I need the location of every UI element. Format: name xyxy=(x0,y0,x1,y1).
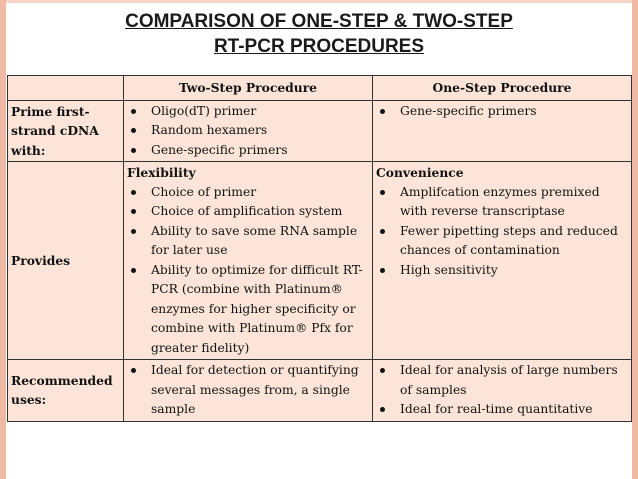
comparison-table xyxy=(7,75,632,422)
header-corner xyxy=(8,76,124,101)
list-item: Gene-specific primers xyxy=(127,141,369,161)
table-row-provides xyxy=(8,162,632,360)
cell-two-step-uses xyxy=(124,360,373,422)
list-item: Gene-specific primers xyxy=(376,102,628,122)
list-item: Ideal for real-time quantitative xyxy=(376,400,628,420)
cell-one-step-uses xyxy=(373,360,632,422)
cell-one-step-provides xyxy=(373,162,632,360)
list-item: Oligo(dT) primer xyxy=(127,102,369,122)
list-item: Ideal for detection or quantifying several messages from, a single sample xyxy=(127,361,369,420)
slide-title xyxy=(0,9,638,59)
title-line-2: RT-PCR PROCEDURES xyxy=(213,36,425,57)
bullet-list xyxy=(376,361,628,420)
row-label-provides: Provides xyxy=(8,162,124,360)
row-label-prime: Prime first-strand cDNA with: xyxy=(8,100,124,162)
list-item: Random hexamers xyxy=(127,121,369,141)
list-item: Ability to optimize for difficult RT-PCR (combine with Platinum® enzymes for higher specificity or combine with Platinum® Pfx for greater fidelity) xyxy=(127,261,369,359)
table-header-row xyxy=(8,76,632,101)
list-item: Amplifcation enzymes premixed with reverse transcriptase xyxy=(376,183,628,222)
list-item: Ability to save some RNA sample for later use xyxy=(127,222,369,261)
bullet-list xyxy=(127,102,369,161)
table-row-uses xyxy=(8,360,632,422)
list-item: Fewer pipetting steps and reduced chances of contamination xyxy=(376,222,628,261)
header-two-step: Two-Step Procedure xyxy=(124,76,373,101)
row-label-uses: Recommended uses: xyxy=(8,360,124,422)
cell-two-step-prime xyxy=(124,100,373,162)
title-line-1: COMPARISON OF ONE-STEP & TWO-STEP xyxy=(125,11,513,32)
cell-one-step-prime xyxy=(373,100,632,162)
slide-top-border xyxy=(0,0,638,3)
bullet-list xyxy=(376,102,628,122)
bullet-list xyxy=(376,183,628,281)
subheading-flexibility: Flexibility xyxy=(127,165,196,180)
cell-two-step-provides xyxy=(124,162,373,360)
list-item: Choice of amplification system xyxy=(127,202,369,222)
subheading-convenience: Convenience xyxy=(376,165,464,180)
slide-left-border xyxy=(0,0,6,479)
slide-right-border xyxy=(632,0,638,479)
table-row-prime xyxy=(8,100,632,162)
list-item: Ideal for analysis of large numbers of samples xyxy=(376,361,628,400)
list-item: High sensitivity xyxy=(376,261,628,281)
list-item: Choice of primer xyxy=(127,183,369,203)
bullet-list xyxy=(127,183,369,359)
header-one-step: One-Step Procedure xyxy=(373,76,632,101)
bullet-list xyxy=(127,361,369,420)
